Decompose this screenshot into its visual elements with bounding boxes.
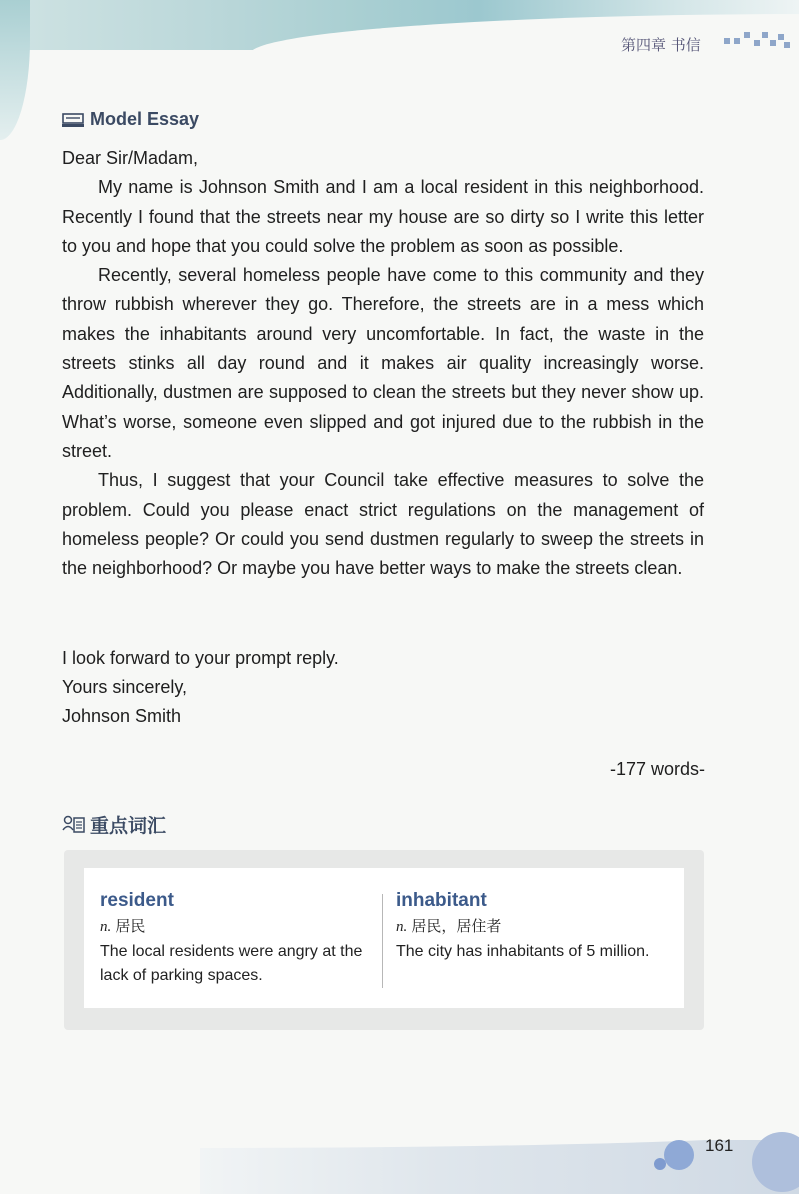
decorative-dot [664,1140,694,1170]
essay-closing [62,644,339,731]
vocab-entry [100,890,370,988]
corner-decoration [0,0,30,140]
vocab-pos: n. [100,919,112,935]
keyboard-icon [62,112,84,128]
vocab-example: The local residents were angry at the lack of parking spaces. [100,943,363,984]
model-essay-heading-text: Model Essay [90,109,200,129]
closing-line: Yours sincerely, [62,677,188,697]
chapter-title: 第四章 书信 [621,36,701,54]
vocab-word: resident [100,890,174,911]
essay-paragraph-3: Thus, I suggest that your Council take effective measures to solve the problem. Could you please enact strict regulations on the management of homeless people? Or could you send dustmen regularly to sweep the streets in the neighborhood? Or maybe you have better ways to make the streets clean. [62,470,704,579]
essay-salutation: Dear Sir/Madam, [62,148,199,168]
essay-paragraph-2: Recently, several homeless people have come to this community and they throw rubbish wherever they go. Therefore, the streets are in a mess which makes the inhabitants around very uncomfortable. In fact, the waste in the streets stinks all day round and it makes air quality increasingly worse. Additionally, dustmen are supposed to clean the streets but they never show up. What’s worse, someone even slipped and got injured due to the rubbish in the street. [62,265,704,461]
notebook-icon [62,815,86,835]
vocab-entry [396,890,676,964]
vocabulary-card [84,868,684,1008]
closing-signature: Johnson Smith [62,706,182,726]
vocab-pos: n. [396,919,408,935]
decorative-squares [722,28,792,50]
closing-line: I look forward to your prompt reply. [62,648,339,668]
page-number: 161 [705,1136,734,1155]
vocabulary-heading [62,811,166,838]
essay-paragraph-1: My name is Johnson Smith and I am a local resident in this neighborhood. Recently I found that the streets near my house are so dirty so I write this letter to you and hope that you could solve the problem as soon as possible. [62,177,704,256]
vocab-definition [100,915,370,936]
vocab-divider [382,894,383,988]
word-count: -177 words- [609,759,705,779]
essay-body [62,144,704,583]
vocab-example: The city has inhabitants of 5 million. [396,943,650,960]
vocab-meaning: 居民 [115,918,146,935]
vocabulary-heading-text: 重点词汇 [90,815,167,837]
vocab-meaning: 居民，居住者 [411,918,502,935]
vocab-word: inhabitant [396,890,487,911]
vocab-definition [396,915,676,936]
model-essay-heading [62,109,199,130]
